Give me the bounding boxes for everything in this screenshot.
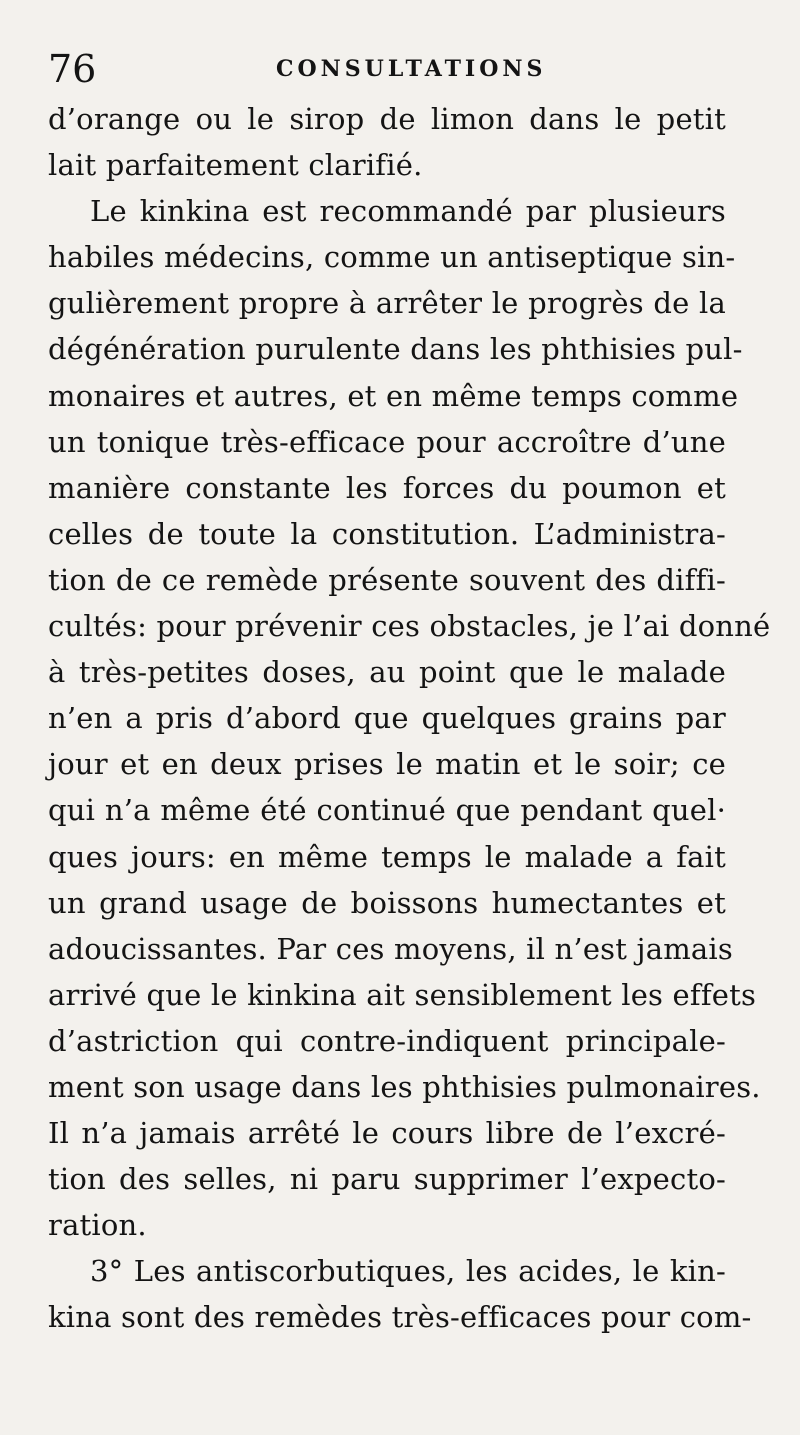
text-line: kina sont des remèdes très-efficaces pour com-: [48, 1300, 752, 1335]
text-line: lait parfaitement clarifié.: [48, 148, 423, 183]
page-header: [48, 44, 760, 94]
text-line: arrivé que le kinkina ait sensiblement les effets: [48, 977, 757, 1012]
text-line: monaires et autres, et en même temps comme: [48, 378, 739, 413]
text-line: ment son usage dans les phthisies pulmonaires.: [48, 1069, 761, 1104]
page-number: 76: [48, 47, 97, 91]
running-title: CONSULTATIONS: [276, 56, 547, 82]
text-line: gulièrement propre à arrêter le progrès de la: [48, 286, 726, 321]
text-line: qui n’a même été continué que pendant quel·: [48, 793, 726, 828]
text-line: ration.: [48, 1208, 147, 1243]
text-line: jour et en deux prises le matin et le soir; ce: [48, 747, 726, 782]
text-line: à très-petites doses, au point que le malade: [48, 655, 726, 690]
text-line: celles de toute la constitution. L’administra-: [48, 516, 726, 551]
text-line: d’orange ou le sirop de limon dans le petit: [48, 102, 726, 136]
text-line: manière constante les forces du poumon et: [48, 470, 726, 505]
text-line: n’en a pris d’abord que quelques grains par: [48, 701, 726, 736]
text-line: Le kinkina est recommandé par plusieurs: [90, 194, 726, 229]
text-line: un grand usage de boissons humectantes et: [48, 885, 726, 920]
text-line: tion des selles, ni paru supprimer l’expecto-: [48, 1162, 726, 1197]
text-line: 3° Les antiscorbutiques, les acides, le kin-: [90, 1254, 726, 1289]
text-line: d’astriction qui contre-indiquent principale-: [48, 1023, 726, 1058]
body-text: [48, 96, 771, 1341]
text-line: un tonique très-efficace pour accroître d’une: [48, 424, 726, 459]
text-line: cultés: pour prévenir ces obstacles, je l’ai donné: [48, 609, 771, 644]
text-line: tion de ce remède présente souvent des diffi-: [48, 562, 726, 597]
text-line: Il n’a jamais arrêté le cours libre de l’excré-: [48, 1116, 726, 1151]
text-line: adoucissantes. Par ces moyens, il n’est jamais: [48, 931, 733, 966]
text-line: dégénération purulente dans les phthisies pul-: [48, 332, 743, 367]
text-line: ques jours: en même temps le malade a fait: [48, 839, 726, 874]
text-line: habiles médecins, comme un antiseptique sin-: [48, 240, 736, 275]
